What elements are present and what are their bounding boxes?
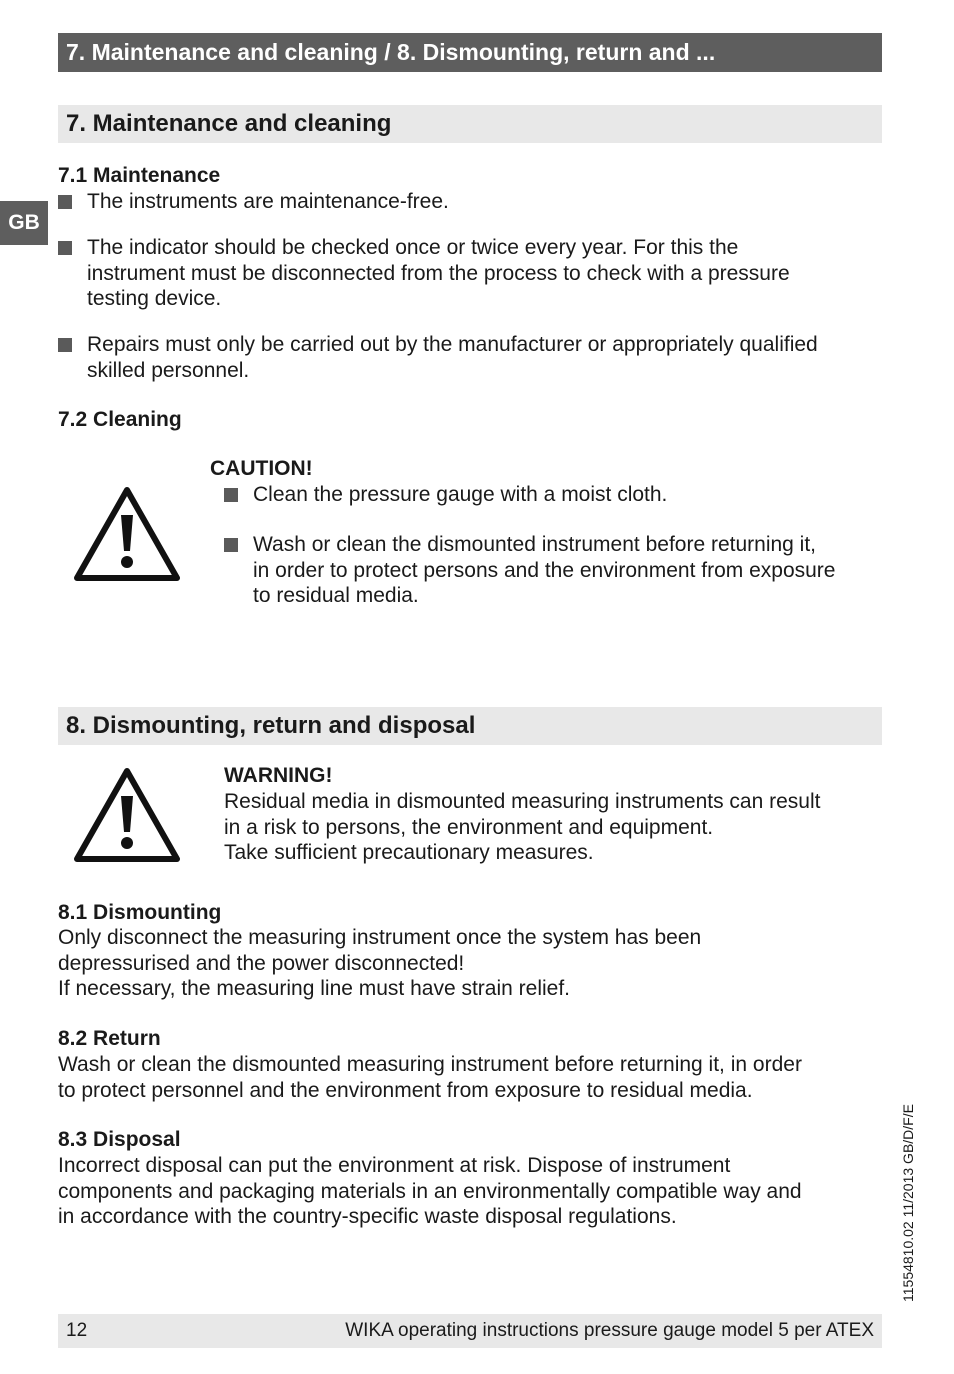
bullet-line: Repairs must only be carried out by the manufacturer or appropriately qualified (87, 333, 818, 356)
maintenance-heading: 7.1 Maintenance (58, 164, 221, 187)
bullet-square-icon (58, 195, 72, 209)
bullet-line: in order to protect persons and the environment from exposure (253, 558, 836, 582)
bullet-line: Clean the pressure gauge with a moist cloth. (253, 483, 668, 506)
text-line: in accordance with the country-specific waste disposal regulations. (58, 1205, 677, 1228)
footer-text: WIKA operating instructions pressure gauge model 5 per ATEX (345, 1320, 874, 1341)
bullet-line: Wash or clean the dismounted instrument before returning it, (253, 533, 817, 556)
warning-line: Residual media in dismounted measuring instruments can result (224, 790, 821, 813)
section-7-title: 7. Maintenance and cleaning (58, 105, 882, 143)
document-code: 11554810.02 11/2013 GB/D/F/E (900, 1104, 916, 1302)
warning-triangle-icon (72, 766, 182, 864)
text-line: depressurised and the power disconnected! (58, 951, 465, 975)
bullet-line: skilled personnel. (87, 358, 250, 382)
page-number: 12 (66, 1320, 88, 1341)
bullet-line: to residual media. (253, 584, 419, 607)
return-heading: 8.2 Return (58, 1027, 161, 1050)
warning-line: Take sufficient precautionary measures. (224, 841, 594, 864)
text-line: to protect personnel and the environment from exposure to residual media. (58, 1078, 753, 1102)
warning-text (224, 789, 820, 866)
dismounting-text (58, 925, 882, 1002)
page-footer (58, 1314, 882, 1348)
disposal-text (58, 1153, 882, 1230)
text-line: components and packaging materials in an environmentally compatible way and (58, 1179, 802, 1203)
text-line: Incorrect disposal can put the environment at risk. Dispose of instrument (58, 1154, 731, 1177)
bullet-square-icon (224, 488, 238, 502)
bullet-square-icon (58, 241, 72, 255)
text-line: If necessary, the measuring line must have strain relief. (58, 977, 571, 1000)
page-header: 7. Maintenance and cleaning / 8. Dismounting, return and ... (58, 33, 882, 72)
bullet-line: testing device. (87, 287, 222, 310)
cleaning-heading: 7.2 Cleaning (58, 408, 182, 431)
return-text (58, 1052, 882, 1103)
bullet-line: The instruments are maintenance-free. (87, 190, 449, 213)
disposal-heading: 8.3 Disposal (58, 1128, 181, 1151)
language-tab: GB (0, 201, 48, 245)
warning-label: WARNING! (224, 764, 333, 787)
text-line: Only disconnect the measuring instrument once the system has been (58, 926, 702, 949)
section-8-title: 8. Dismounting, return and disposal (58, 707, 882, 745)
warning-line: in a risk to persons, the environment and equipment. (224, 815, 714, 839)
bullet-line: instrument must be disconnected from the process to check with a pressure (87, 261, 790, 285)
bullet-square-icon (224, 538, 238, 552)
warning-triangle-icon (72, 485, 182, 583)
bullet-line: The indicator should be checked once or twice every year. For this the (87, 236, 739, 259)
bullet-square-icon (58, 338, 72, 352)
dismounting-heading: 8.1 Dismounting (58, 901, 222, 924)
text-line: Wash or clean the dismounted measuring instrument before returning it, in order (58, 1053, 802, 1076)
caution-label: CAUTION! (210, 457, 313, 480)
